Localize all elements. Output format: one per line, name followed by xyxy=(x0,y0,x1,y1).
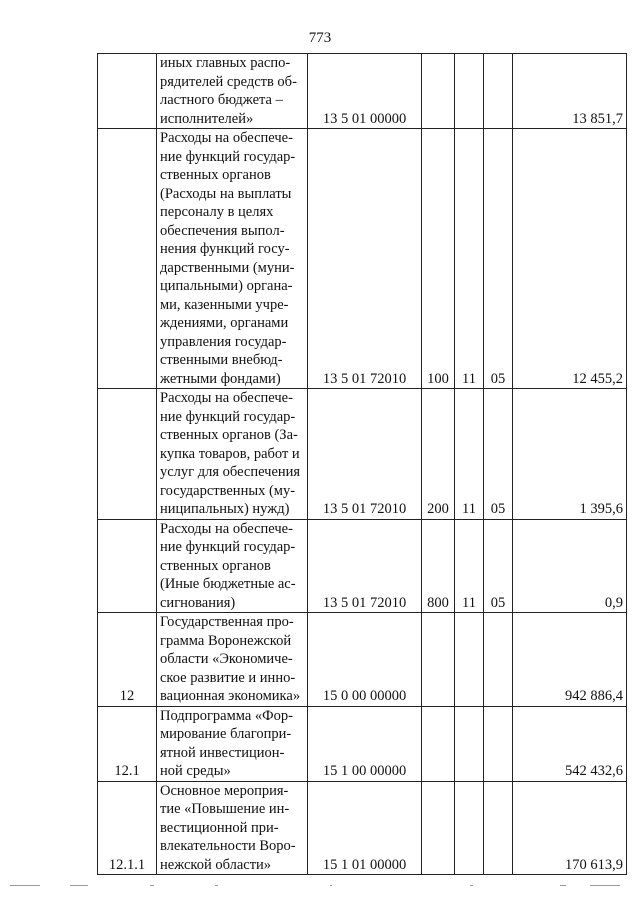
row-expense-type: 800 xyxy=(422,519,455,613)
row-target-code: 13 5 01 00000 xyxy=(308,54,422,129)
row-number: 12.1 xyxy=(98,706,157,781)
row-amount: 542 432,6 xyxy=(513,706,627,781)
row-target-code: 15 1 01 00000 xyxy=(308,781,422,875)
row-name: Расходы на обеспече- ние функций государ- ственных органов (Расходы на выплаты персоналу в целях обеспечения выпол- нения функций госу- дарственными (муни- ципальными) органа- ми, казенными учре- ждениями, органами управления государ- ственными внебюд- жетными фондами) xyxy=(157,129,308,389)
row-subsection xyxy=(484,613,513,707)
row-number xyxy=(98,519,157,613)
row-subsection xyxy=(484,706,513,781)
row-amount: 1 395,6 xyxy=(513,389,627,520)
scan-artifact-line xyxy=(0,885,640,887)
row-target-code: 15 0 00 00000 xyxy=(308,613,422,707)
row-name: Основное мероприя- тие «Повышение ин- вестиционной при- влекательности Воро- нежской области» xyxy=(157,781,308,875)
row-amount: 12 455,2 xyxy=(513,129,627,389)
row-subsection: 05 xyxy=(484,519,513,613)
row-section: 11 xyxy=(455,129,484,389)
row-number: 12 xyxy=(98,613,157,707)
row-section xyxy=(455,706,484,781)
table-row xyxy=(98,389,627,520)
row-name: Расходы на обеспече- ние функций государ- ственных органов (Иные бюджетные ас- сигнования) xyxy=(157,519,308,613)
row-section: 11 xyxy=(455,519,484,613)
row-number: 12.1.1 xyxy=(98,781,157,875)
row-amount: 0,9 xyxy=(513,519,627,613)
row-subsection: 05 xyxy=(484,129,513,389)
row-number xyxy=(98,129,157,389)
row-number xyxy=(98,54,157,129)
budget-table xyxy=(97,53,627,875)
row-name: иных главных распо- рядителей средств об- ластного бюджета – исполнителей» xyxy=(157,54,308,129)
row-section: 11 xyxy=(455,389,484,520)
row-target-code: 13 5 01 72010 xyxy=(308,389,422,520)
row-expense-type xyxy=(422,54,455,129)
table-row xyxy=(98,706,627,781)
row-name: Расходы на обеспече- ние функций государ- ственных органов (За- купка товаров, работ и услуг для обеспечения государственных (му- ниципальных) нужд) xyxy=(157,389,308,520)
table-row xyxy=(98,54,627,129)
table-row xyxy=(98,129,627,389)
budget-table-body xyxy=(98,54,627,875)
row-expense-type: 100 xyxy=(422,129,455,389)
row-expense-type xyxy=(422,613,455,707)
table-row xyxy=(98,519,627,613)
row-section xyxy=(455,54,484,129)
row-subsection: 05 xyxy=(484,389,513,520)
row-amount: 13 851,7 xyxy=(513,54,627,129)
row-subsection xyxy=(484,54,513,129)
table-row xyxy=(98,781,627,875)
row-target-code: 13 5 01 72010 xyxy=(308,129,422,389)
row-target-code: 13 5 01 72010 xyxy=(308,519,422,613)
row-section xyxy=(455,781,484,875)
row-section xyxy=(455,613,484,707)
row-name: Государственная про- грамма Воронежской области «Экономиче- ское развитие и инно- вационная экономика» xyxy=(157,613,308,707)
row-number xyxy=(98,389,157,520)
row-amount: 170 613,9 xyxy=(513,781,627,875)
row-target-code: 15 1 00 00000 xyxy=(308,706,422,781)
row-subsection xyxy=(484,781,513,875)
row-name: Подпрограмма «Фор- мирование благопри- ятной инвестицион- ной среды» xyxy=(157,706,308,781)
row-amount: 942 886,4 xyxy=(513,613,627,707)
row-expense-type xyxy=(422,706,455,781)
page-number: 773 xyxy=(308,30,332,46)
row-expense-type: 200 xyxy=(422,389,455,520)
table-row xyxy=(98,613,627,707)
row-expense-type xyxy=(422,781,455,875)
